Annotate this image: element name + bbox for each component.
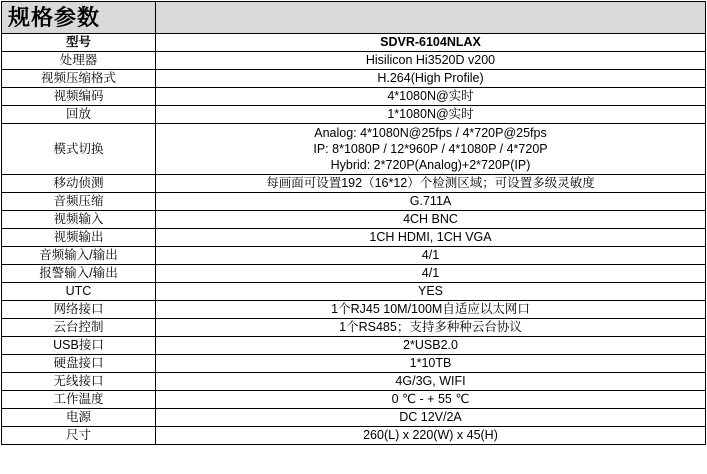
spec-label: 网络接口	[2, 301, 156, 319]
spec-label: 尺寸	[2, 427, 156, 445]
spec-label: UTC	[2, 283, 156, 301]
spec-value: 1*10TB	[156, 355, 706, 373]
spec-value: 每画面可设置192（16*12）个检测区域；可设置多级灵敏度	[156, 175, 706, 193]
spec-value: 0 ℃ - + 55 ℃	[156, 391, 706, 409]
spec-label: 移动侦测	[2, 175, 156, 193]
spec-value: Hisilicon Hi3520D v200	[156, 52, 706, 70]
spec-value: 1*1080N@实时	[156, 106, 706, 124]
spec-label: 报警输入/输出	[2, 265, 156, 283]
spec-label: 模式切换	[2, 124, 156, 175]
model-value: SDVR-6104NLAX	[156, 34, 706, 52]
table-row	[2, 124, 706, 175]
table-row	[2, 337, 706, 355]
spec-label: 视频输入	[2, 211, 156, 229]
spec-value-line: Hybrid: 2*720P(Analog)+2*720P(IP)	[330, 158, 531, 172]
table-row	[2, 265, 706, 283]
spec-value: G.711A	[156, 193, 706, 211]
spec-label: 视频输出	[2, 229, 156, 247]
spec-label: 视频编码	[2, 88, 156, 106]
table-row	[2, 427, 706, 445]
table-row	[2, 106, 706, 124]
table-row	[2, 175, 706, 193]
table-row	[2, 247, 706, 265]
table-row	[2, 211, 706, 229]
model-label: 型号	[2, 34, 156, 52]
spec-label: 云台控制	[2, 319, 156, 337]
table-row	[2, 301, 706, 319]
title-filler-cell	[156, 2, 706, 34]
spec-label: 处理器	[2, 52, 156, 70]
spec-label: 视频压缩格式	[2, 70, 156, 88]
spec-label: 工作温度	[2, 391, 156, 409]
table-row	[2, 373, 706, 391]
title-row	[2, 2, 706, 34]
spec-value: 4/1	[156, 265, 706, 283]
spec-label: 回放	[2, 106, 156, 124]
table-row	[2, 283, 706, 301]
spec-value: DC 12V/2A	[156, 409, 706, 427]
spec-value: 4G/3G, WIFI	[156, 373, 706, 391]
table-row	[2, 319, 706, 337]
spec-label: 音频输入/输出	[2, 247, 156, 265]
spec-label: 音频压缩	[2, 193, 156, 211]
spec-value: 2*USB2.0	[156, 337, 706, 355]
spec-label: 硬盘接口	[2, 355, 156, 373]
spec-sheet	[1, 1, 705, 445]
spec-table	[1, 1, 706, 445]
table-row	[2, 409, 706, 427]
table-row	[2, 52, 706, 70]
spec-value: 1个RJ45 10M/100M自适应以太网口	[156, 301, 706, 319]
spec-label: USB接口	[2, 337, 156, 355]
table-row	[2, 70, 706, 88]
spec-value: 4*1080N@实时	[156, 88, 706, 106]
spec-value: 4CH BNC	[156, 211, 706, 229]
table-row	[2, 88, 706, 106]
spec-value: 1个RS485；支持多种种云台协议	[156, 319, 706, 337]
spec-value: 260(L) x 220(W) x 45(H)	[156, 427, 706, 445]
spec-value: YES	[156, 283, 706, 301]
table-row	[2, 391, 706, 409]
spec-value	[156, 124, 706, 175]
spec-label: 电源	[2, 409, 156, 427]
spec-value-line: Analog: 4*1080N@25fps / 4*720P@25fps	[314, 126, 547, 140]
spec-value: 1CH HDMI, 1CH VGA	[156, 229, 706, 247]
spec-value-line: IP: 8*1080P / 12*960P / 4*1080P / 4*720P	[313, 142, 548, 156]
spec-label: 无线接口	[2, 373, 156, 391]
spec-value: 4/1	[156, 247, 706, 265]
spec-value: H.264(High Profile)	[156, 70, 706, 88]
model-row	[2, 34, 706, 52]
table-row	[2, 229, 706, 247]
table-row	[2, 355, 706, 373]
table-row	[2, 193, 706, 211]
spec-title: 规格参数	[2, 2, 156, 34]
